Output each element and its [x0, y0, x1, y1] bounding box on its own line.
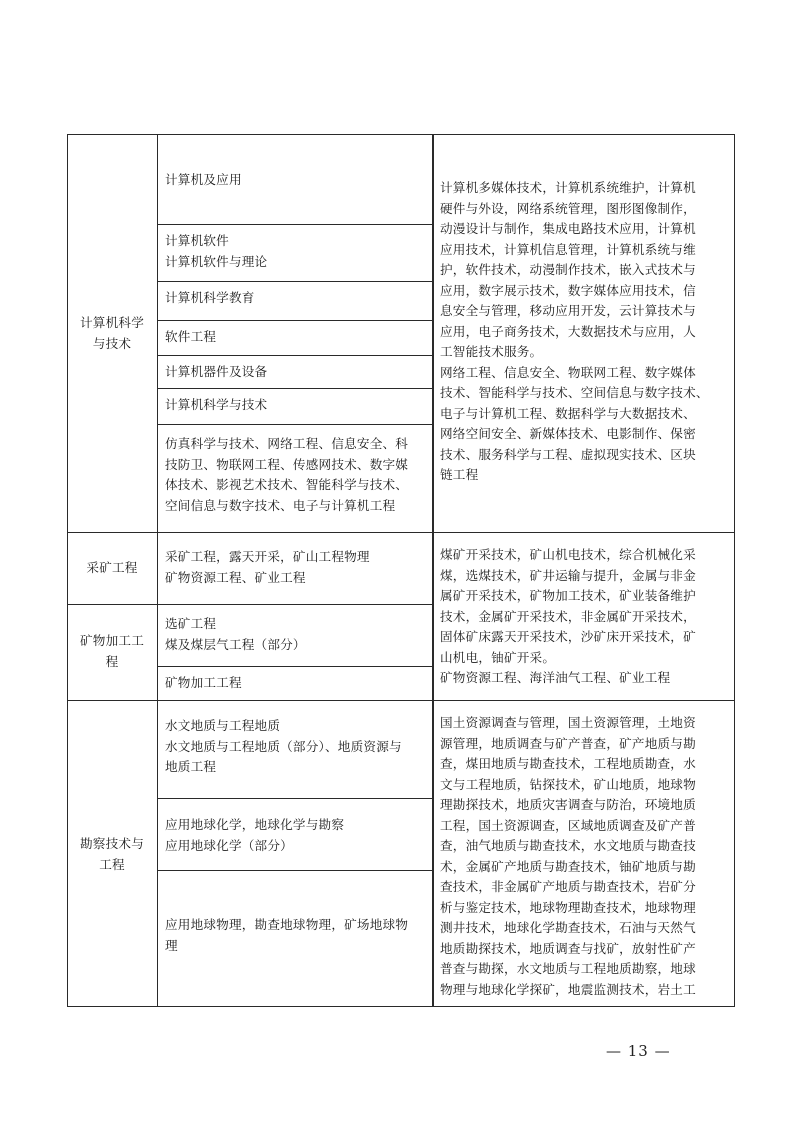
major-line: 应用地球化学，地球化学与勘察: [165, 817, 345, 832]
related-majors-cell: [440, 713, 732, 1000]
major-cell: [157, 231, 433, 272]
category-cell: [67, 834, 157, 875]
major-cell: [157, 170, 433, 191]
category-line: 计算机科学: [80, 315, 144, 330]
related-line: 矿物资源工程、海洋油气工程、矿业工程: [440, 670, 671, 685]
category-line: 工程: [99, 856, 125, 872]
major-line: 采矿工程，露天开采，矿山工程物理: [165, 549, 370, 564]
row-divider: [157, 388, 433, 389]
related-line: 属矿开采技术，矿物加工技术，矿业装备维护: [440, 588, 696, 603]
related-line: 技术，金属矿开采技术，非金属矿开采技术，: [440, 608, 696, 624]
major-cell: [157, 434, 433, 516]
major-line: 仿真科学与技术、网络工程、信息安全、科: [165, 436, 409, 451]
major-line: 计算机软件与理论: [165, 253, 268, 269]
major-line: 计算机器件及设备: [165, 364, 268, 379]
category-line: 程: [105, 653, 119, 669]
row-divider: [157, 798, 433, 799]
related-line: 测井技术，地球化学勘查技术，石油与天然气: [440, 920, 696, 935]
major-cell: [157, 614, 433, 655]
related-line: 查，煤田地质与勘查技术，工程地质勘查，水: [440, 756, 696, 771]
major-line: 应用地球物理，勘查地球物理，矿场地球物: [165, 917, 409, 932]
category-cell: [67, 558, 157, 579]
related-line: 源管理，地质调查与矿产普查，矿产地质与勘: [440, 735, 696, 751]
category-line: 采矿工程: [86, 560, 138, 575]
major-line: 理: [165, 937, 178, 953]
related-line: 文与工程地质，钻探技术，矿山地质，地球物: [440, 776, 696, 792]
related-line: 工程，国土资源调查，区域地质调查及矿产普: [440, 817, 696, 833]
major-line: 地质工程: [165, 759, 217, 774]
related-line: 析与鉴定技术，地球物理勘查技术，地球物理: [440, 899, 696, 915]
major-line: 应用地球化学（部分）: [165, 837, 293, 853]
major-line: 选矿工程: [165, 616, 217, 631]
related-line: 查，油气地质与勘查技术，水文地质与勘查技: [440, 838, 696, 853]
major-cell: [157, 673, 433, 694]
major-line: 软件工程: [165, 329, 217, 344]
major-line: 水文地质与工程地质（部分）、地质资源与: [165, 738, 402, 754]
related-line: 技术、智能科学与技术、空间信息与数字技术、: [440, 385, 709, 400]
related-line: 护，软件技术，动漫制作技术，嵌入式技术与: [440, 262, 696, 277]
related-line: 电子与计算机工程、数据科学与大数据技术、: [440, 405, 696, 421]
related-line: 动漫设计与制作，集成电路技术应用，计算机: [440, 221, 696, 236]
major-line: 矿物加工工程: [165, 675, 242, 690]
related-line: 应用，数字展示技术，数字媒体应用技术，信: [440, 282, 696, 298]
category-line: 勘察技术与: [80, 836, 144, 851]
category-cell: [67, 313, 157, 354]
related-line: 物理与地球化学探矿，地震监测技术，岩土工: [440, 981, 696, 997]
major-line: 技防卫、物联网工程、传感网技术、数字媒: [165, 456, 409, 472]
row-divider: [157, 355, 433, 356]
major-line: 计算机及应用: [165, 172, 242, 187]
major-cell: [157, 362, 433, 383]
major-cell: [157, 716, 433, 778]
related-line: 应用，电子商务技术，大数据技术与应用，人: [440, 323, 696, 339]
major-line: 空间信息与数字技术、电子与计算机工程: [165, 497, 396, 513]
category-line: 矿物加工工: [80, 633, 144, 648]
major-line: 体技术、影视艺术技术、智能科学与技术、: [165, 477, 409, 492]
row-divider: [157, 320, 433, 321]
related-line: 术，金属矿产地质与勘查技术，铀矿地质与勘: [440, 858, 696, 874]
related-line: 理勘探技术，地质灾害调查与防治，环境地质: [440, 797, 696, 812]
related-line: 查技术，非金属矿产地质与勘查技术，岩矿分: [440, 879, 696, 894]
related-line: 普查与勘探，水文地质与工程地质勘察，地球: [440, 961, 696, 976]
related-line: 煤矿开采技术，矿山机电技术，综合机械化采: [440, 547, 696, 562]
related-line: 国土资源调查与管理，国土资源管理，土地资: [440, 715, 696, 730]
related-line: 煤，选煤技术，矿井运输与提升，金属与非金: [440, 567, 696, 583]
major-cell: [157, 815, 433, 856]
category-cell: [67, 631, 157, 672]
major-line: 计算机软件: [165, 233, 229, 248]
related-line: 链工程: [440, 467, 479, 482]
related-line: 技术、服务科学与工程、虚拟现实技术、区块: [440, 446, 696, 462]
related-line: 山机电，铀矿开采。: [440, 649, 556, 665]
related-line: 计算机多媒体技术，计算机系统维护，计算机: [440, 180, 696, 195]
category-line: 与技术: [92, 335, 132, 351]
related-line: 硬件与外设，网络系统管理，图形图像制作，: [440, 200, 696, 216]
major-line: 矿物资源工程、矿业工程: [165, 569, 306, 585]
related-majors-cell: [440, 545, 732, 689]
related-line: 网络空间安全、新媒体技术、电影制作、保密: [440, 426, 696, 441]
related-majors-cell: [440, 178, 732, 486]
section-divider: [67, 700, 735, 701]
row-divider: [157, 666, 433, 667]
page-number: — 13 —: [606, 1042, 671, 1060]
major-line: 水文地质与工程地质: [165, 718, 281, 733]
major-line: 煤及煤层气工程（部分）: [165, 636, 306, 652]
major-line: 计算机科学教育: [165, 290, 255, 305]
related-line: 工智能技术服务。: [440, 344, 543, 359]
row-divider: [157, 870, 433, 871]
related-line: 息安全与管理，移动应用开发，云计算技术与: [440, 303, 696, 318]
section-divider: [67, 604, 433, 605]
major-cell: [157, 327, 433, 348]
related-line: 应用技术，计算机信息管理，计算机系统与维: [440, 241, 696, 257]
major-line: 计算机科学与技术: [165, 397, 268, 412]
row-divider: [157, 224, 433, 225]
row-divider: [157, 424, 433, 425]
related-line: 网络工程、信息安全、物联网工程、数字媒体: [440, 364, 696, 380]
related-line: 地质勘探技术，地质调查与找矿，放射性矿产: [440, 940, 696, 956]
row-divider: [157, 281, 433, 282]
major-cell: [157, 395, 433, 416]
related-line: 固体矿床露天开采技术，沙矿床开采技术，矿: [440, 629, 696, 644]
major-cell: [157, 915, 433, 956]
major-cell: [157, 288, 433, 309]
major-cell: [157, 547, 433, 588]
section-divider: [67, 532, 735, 533]
